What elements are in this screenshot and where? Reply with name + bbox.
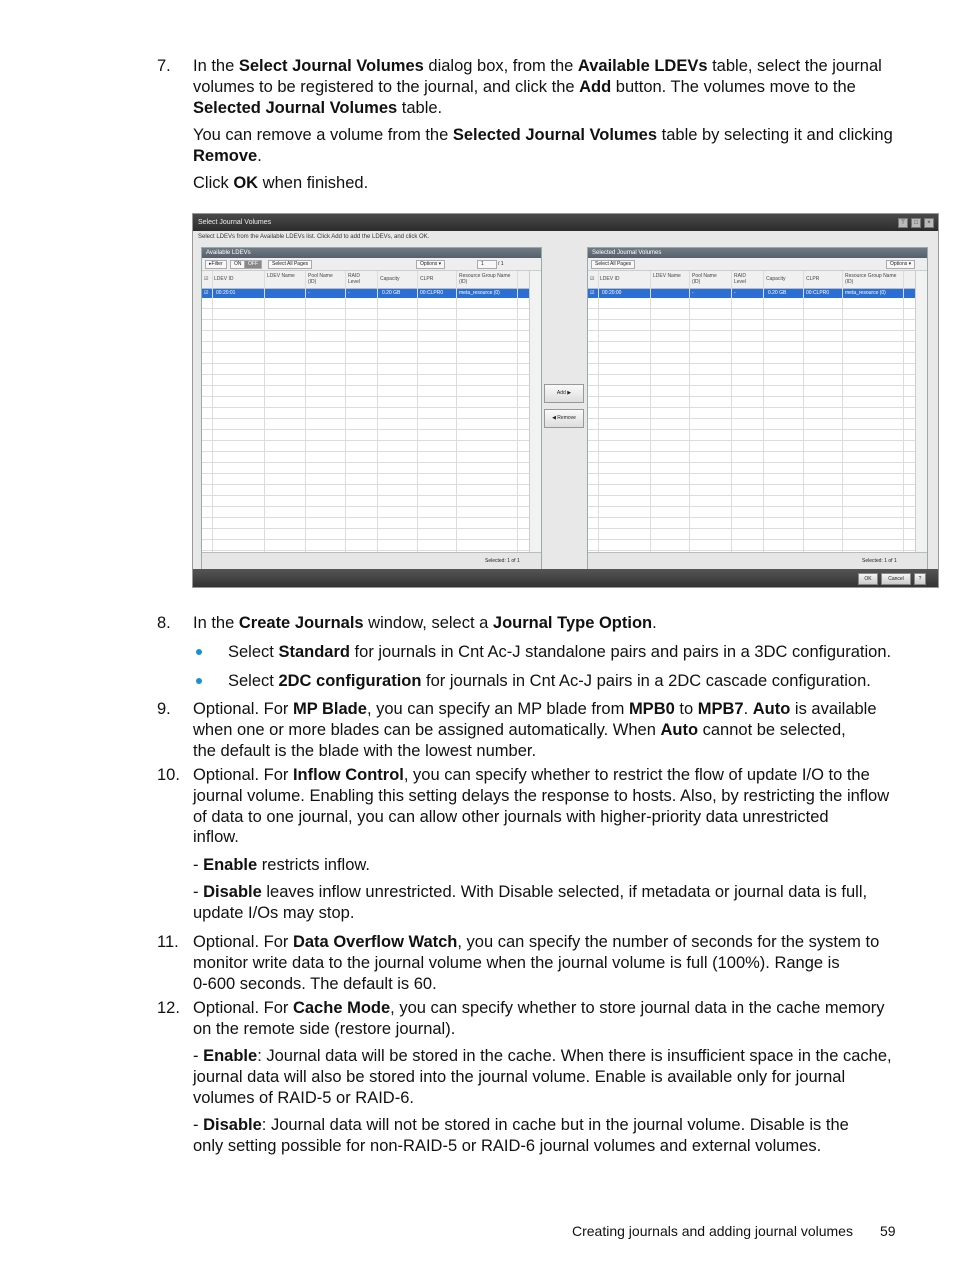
row-cell: - [692,290,694,296]
options-menu[interactable]: Options ▾ [886,260,915,269]
step12-disable: - Disable: Journal data will not be stored in cache but in the journal volume. Disable is the only setting possible for non-RAID-5 or RAID-6 journal volumes and external volumes. [193,1116,849,1155]
bullet-item-standard: Select Standard for journals in Cnt Ac-J standalone pairs and pairs in a 3DC configuration. [228,643,892,661]
step7-ok-note: Click OK when finished. [193,174,369,192]
panel-title: Selected Journal Volumes [588,248,927,258]
checkbox-icon[interactable]: ☑ [590,290,595,296]
select-all-pages-button[interactable]: Select All Pages [591,260,635,269]
column-header[interactable]: Resource Group Name (ID) [845,273,897,285]
table-header [588,271,927,289]
row-cell: - [308,290,310,296]
dialog-title: Select Journal Volumes [193,214,938,231]
checkbox-icon[interactable]: ☑ [204,276,209,282]
select-all-pages-button[interactable]: Select All Pages [268,260,312,269]
options-menu[interactable]: Options ▾ [416,260,445,269]
step-number: 8. [157,614,171,632]
step11-text: Optional. For Data Overflow Watch, you can specify the number of seconds for the system to monitor write data to the journal volume when the journal volume is full (100%). Range is 0-600 seconds. The default is 60. [193,933,880,993]
cancel-button[interactable]: Cancel [881,573,911,585]
column-header[interactable]: RAID Level [348,273,360,285]
column-header[interactable]: LDEV ID [600,276,620,282]
pin-icon[interactable]: ⊤ [898,218,908,228]
row-cell: - [734,290,736,296]
scrollbar[interactable] [529,271,541,553]
page-count: / 1 [498,261,504,267]
filter-off-toggle[interactable]: OFF [244,260,262,269]
row-cell: 00:CLPR0 [420,290,444,296]
selection-count: Selected: 1 of 1 [862,558,897,564]
column-header[interactable]: RAID Level [734,273,746,285]
close-icon[interactable]: × [924,218,934,228]
row-cell: meta_resource (0) [845,290,886,296]
row-cell: meta_resource (0) [459,290,500,296]
table-body [202,298,529,553]
ok-button[interactable]: OK [858,573,878,585]
step-number: 10. [157,766,180,784]
page-number: 59 [880,1223,896,1239]
step9-text: Optional. For MP Blade, you can specify an MP blade from MPB0 to MPB7. Auto is available when one or more blades can be assigned automatically. When Auto cannot be selected, the default is the blade with the lowest number. [193,700,877,760]
available-ldevs-panel [201,247,542,570]
filter-on-toggle[interactable]: ON [230,260,246,269]
column-header[interactable]: CLPR [806,276,820,282]
column-header[interactable]: Resource Group Name (ID) [459,273,511,285]
column-header[interactable]: Pool Name (ID) [308,273,333,285]
row-cell: 00:20:00 [602,290,622,296]
step-number: 11. [157,933,179,951]
remove-button[interactable]: ◀ Remove [544,409,584,428]
column-header[interactable]: Pool Name (ID) [692,273,717,285]
column-header[interactable]: LDEV Name [653,273,681,279]
step8-text: In the Create Journals window, select a Journal Type Option. [193,614,657,632]
bullet-icon [196,649,202,655]
step7-text: In the Select Journal Volumes dialog box, from the Available LDEVs table, select the journal volumes to be registered to the journal, and click the Add button. The volumes move to the Selected Journal Volumes table. [193,57,882,117]
step7-remove-note: You can remove a volume from the Selected Journal Volumes table by selecting it and clicking Remove. [193,126,893,165]
table-header [202,271,541,289]
help-icon[interactable]: ? [914,573,926,585]
step10-disable: - Disable leaves inflow unrestricted. With Disable selected, if metadata or journal data is full, update I/Os may stop. [193,883,868,922]
dialog-button-bar [193,569,938,587]
row-cell: 00:20:01 [216,290,236,296]
table-row[interactable] [202,289,529,298]
bullet-item-2dc: Select 2DC configuration for journals in Cnt Ac-J pairs in a 2DC cascade configuration. [228,672,871,690]
column-header[interactable]: LDEV Name [267,273,295,279]
selected-journal-volumes-panel [587,247,928,570]
step-number: 7. [157,57,171,75]
step-number: 12. [157,999,180,1017]
maximize-icon[interactable]: □ [911,218,921,228]
bullet-icon [196,678,202,684]
column-header[interactable]: CLPR [420,276,434,282]
page-input[interactable]: 1 [477,260,497,269]
row-cell: - [348,290,350,296]
row-cell: 0.20 GB [382,290,401,296]
page-footer-title: Creating journals and adding journal volumes [572,1223,853,1239]
panel-title: Available LDEVs [202,248,541,258]
step10-enable: - Enable restricts inflow. [193,856,370,874]
row-cell: 00:CLPR0 [806,290,830,296]
selection-count: Selected: 1 of 1 [485,558,520,564]
column-header[interactable]: Capacity [380,276,400,282]
table-body [588,298,915,553]
dialog-instruction: Select LDEVs from the Available LDEVs list. Click Add to add the LDEVs, and click OK. [198,234,430,240]
table-row[interactable] [588,289,915,298]
filter-button[interactable]: ▸Filter [205,260,227,269]
checkbox-icon[interactable]: ☑ [204,290,209,296]
dialog-screenshot [192,213,939,588]
scrollbar[interactable] [915,271,927,553]
column-header[interactable]: LDEV ID [214,276,234,282]
step12-enable: - Enable: Journal data will be stored in the cache. When there is insufficient space in the cache, journal data will also be stored into the journal volume. Enable is available only for journal volumes of RAID-5 or RAID-6. [193,1047,892,1107]
add-button[interactable]: Add ▶ [544,384,584,403]
checkbox-icon[interactable]: ☑ [590,276,595,282]
row-cell: 0.20 GB [768,290,787,296]
step-number: 9. [157,700,171,718]
column-header[interactable]: Capacity [766,276,786,282]
step10-text: Optional. For Inflow Control, you can specify whether to restrict the flow of update I/O to the journal volume. Enabling this setting delays the response to hosts. Also, by restricting the inflow of data to one journal, you can allow other journals with higher-priority data unrestricted inflow. [193,766,890,847]
step12-text: Optional. For Cache Mode, you can specify whether to store journal data in the cache memory on the remote side (restore journal). [193,999,885,1038]
